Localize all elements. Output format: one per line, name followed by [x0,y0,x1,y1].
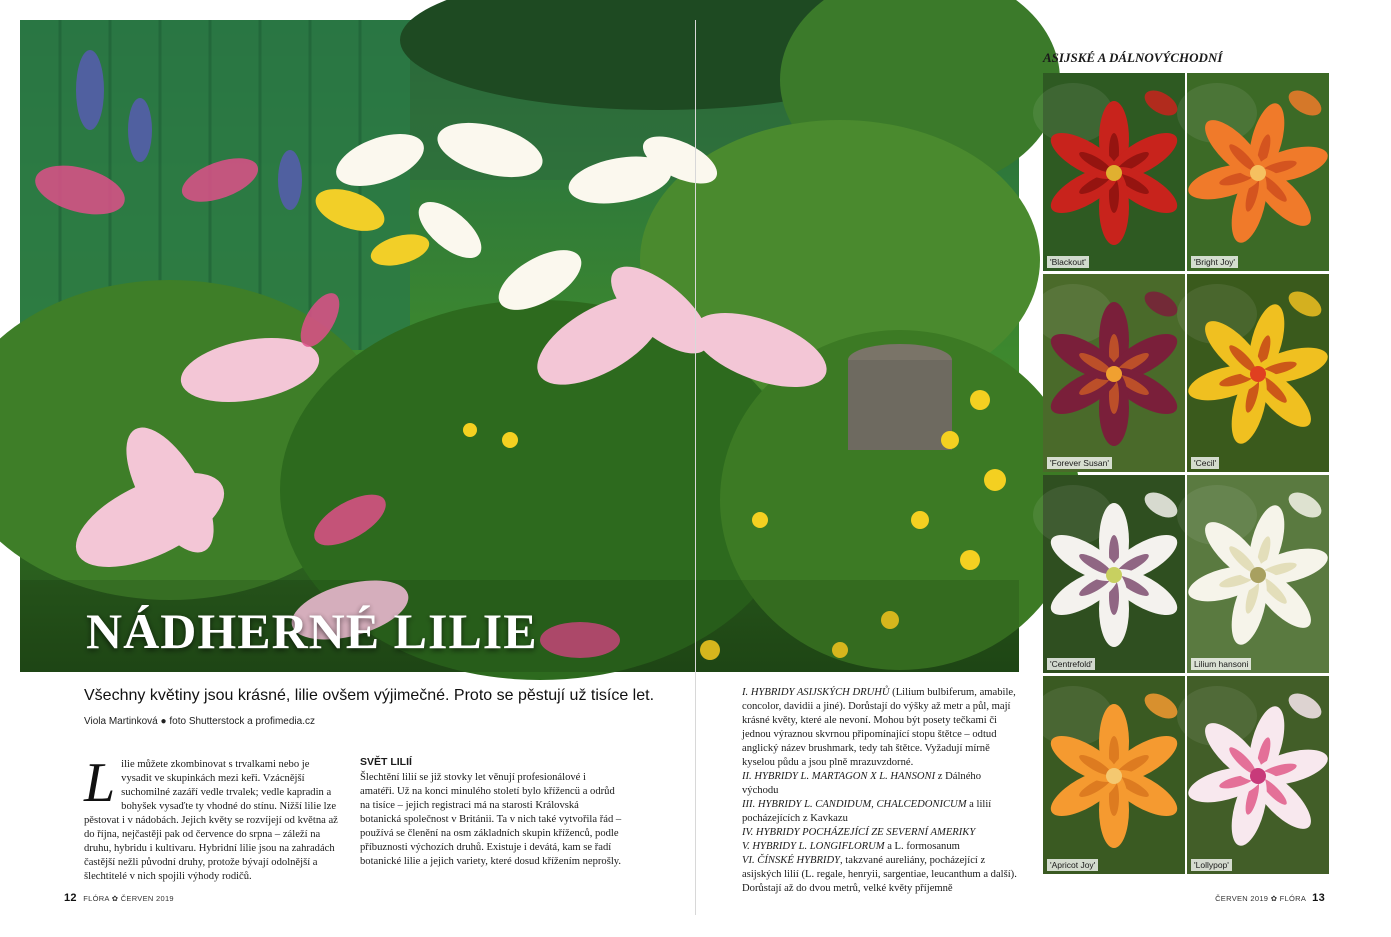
hybrid-entry [742,770,1018,798]
hybrid-text: (Lilium bulbiferum, amabile, concolor, davidii a jiné). Dorůstají do výšky až metr a půl, mají krásné květy, které ale nevoní. Mohou být posety tečkami či jednou výraznou skvrnou připomínající stopu štětce – odtud anglický název brushmark, tedy tah štětce. Vyžadují mírně kyselou půdu a jsou plně mrazuvzdorné. [742,687,1016,768]
page-number-left: 12 [64,892,77,904]
flower-icon: ✿ [1270,894,1278,903]
gallery-heading: ASIJSKÉ A DÁLNOVÝCHODNÍ [1043,50,1223,65]
gallery-tile [1043,73,1185,271]
magazine-name-right: FLÓRA [1279,894,1306,903]
hybrid-heading: VI. ČÍNSKÉ HYBRIDY [742,855,840,866]
intro-text: ilie můžete zkombinovat s trvalkami nebo je vysadit ve skupinkách mezi keři. Vzácnější suchomilné zazáří vedle trvalek; vedle kapradin a bohyšek vysaďte ty vhodné do stínu. Nižší lilie lze pěstovat i v nádobách. Jejich květy se rozvíjejí od května až do října, nejčastěji pak od července do srpna – záleží na druhu, hybridu i kultivaru. Hybridní lilie jsou na zahradách častější nežli původní druhy, protože bývají odolnější a šlechtitelé v nich spojili výhody rodičů. [84,759,338,882]
gallery-tile [1187,676,1329,874]
article-title: NÁDHERNÉ LILIE [86,603,538,659]
hybrid-text: a lilií pocházejících z Kavkazu [742,799,992,824]
gallery-caption: 'Cecil' [1191,457,1219,469]
issue-date-right: ČERVEN 2019 [1215,894,1269,903]
byline-credit: foto Shutterstock a profimedia.cz [169,716,315,727]
byline-author: Viola Martinková [84,716,158,727]
lily-garden-illustration [20,20,1019,672]
lily-photo [1187,676,1329,874]
gallery-tile [1187,73,1329,271]
dropcap: L [84,752,116,814]
gallery-caption: 'Forever Susan' [1047,457,1112,469]
bullet-icon: ● [160,716,170,727]
gallery-tile [1187,274,1329,472]
hybrid-entry [742,854,1018,896]
gallery-caption: 'Lollypop' [1191,859,1232,871]
page-number-right: 13 [1312,892,1325,904]
hybrid-heading: V. HYBRIDY L. LONGIFLORUM [742,841,885,852]
gallery-tile [1187,475,1329,673]
gallery-tile [1043,274,1185,472]
section-heading: SVĚT LILIÍ [360,756,412,768]
lily-photo [1187,73,1329,271]
hybrid-text: a L. formosanum [884,841,960,852]
lily-photo [1043,274,1185,472]
byline [84,716,315,727]
hybrid-entry [742,798,1018,826]
hybrid-heading: III. HYBRIDY L. CANDIDUM, CHALCEDONICUM [742,799,967,810]
hybrids-column [742,686,1018,894]
hybrid-text: , takzvané aureliány, pocházející z asijských lilií (L. regale, henryii, sargentiae, leucanthum a další). Dorůstají až do dvou metrů, velké květy příjemně [742,855,1017,894]
section-text: Šlechtění lilií se již stovky let věnují profesionálové i amatéři. Už na konci minulého století bylo křížencü a odrůd na tisíce – jejich registraci má na starosti Královská botanická společnost v Británii. Ta v nich také vytvořila řád – používá se členění na osm základních skupin kříženců, podle příbuznosti výchozích druhů. Existuje i devátá, kam se řadí botanické lilie a jejich variety, které dosud křížením neprošly. [360,772,622,867]
section-column [360,755,622,869]
magazine-name-left: FLÓRA [83,894,110,903]
gallery-caption: 'Bright Joy' [1191,256,1238,268]
hybrid-entry [742,826,1018,840]
lily-photo [1043,73,1185,271]
gallery-tile [1043,475,1185,673]
lily-photo [1187,274,1329,472]
flower-icon: ✿ [111,894,119,903]
gallery-caption: 'Centrefold' [1047,658,1095,670]
lily-photo [1043,676,1185,874]
folio-left [60,892,174,904]
hybrid-entry [742,686,1018,770]
hybrid-heading: IV. HYBRIDY POCHÁZEJÍCÍ ZE SEVERNÍ AMERIKY [742,827,976,838]
intro-column [84,752,341,884]
lily-photo [1187,475,1329,673]
issue-date-left: ČERVEN 2019 [120,894,174,903]
hero-photo [20,20,1019,672]
hybrid-heading: II. HYBRIDY L. MARTAGON X L. HANSONI [742,771,936,782]
page-gutter [695,20,696,915]
hybrid-text: z Dálného východu [742,771,982,796]
folio-right [1215,892,1329,904]
gallery-caption: 'Blackout' [1047,256,1089,268]
gallery-caption: 'Apricot Joy' [1047,859,1098,871]
hybrid-entry [742,840,1018,854]
hybrid-heading: I. HYBRIDY ASIJSKÝCH DRUHŮ [742,687,890,698]
lily-photo [1043,475,1185,673]
lead-paragraph: Všechny květiny jsou krásné, lilie ovšem výjimečné. Proto se pěstují už tisíce let. [84,687,655,704]
gallery-tile [1043,676,1185,874]
gallery-caption: Lilium hansoni [1191,658,1251,670]
